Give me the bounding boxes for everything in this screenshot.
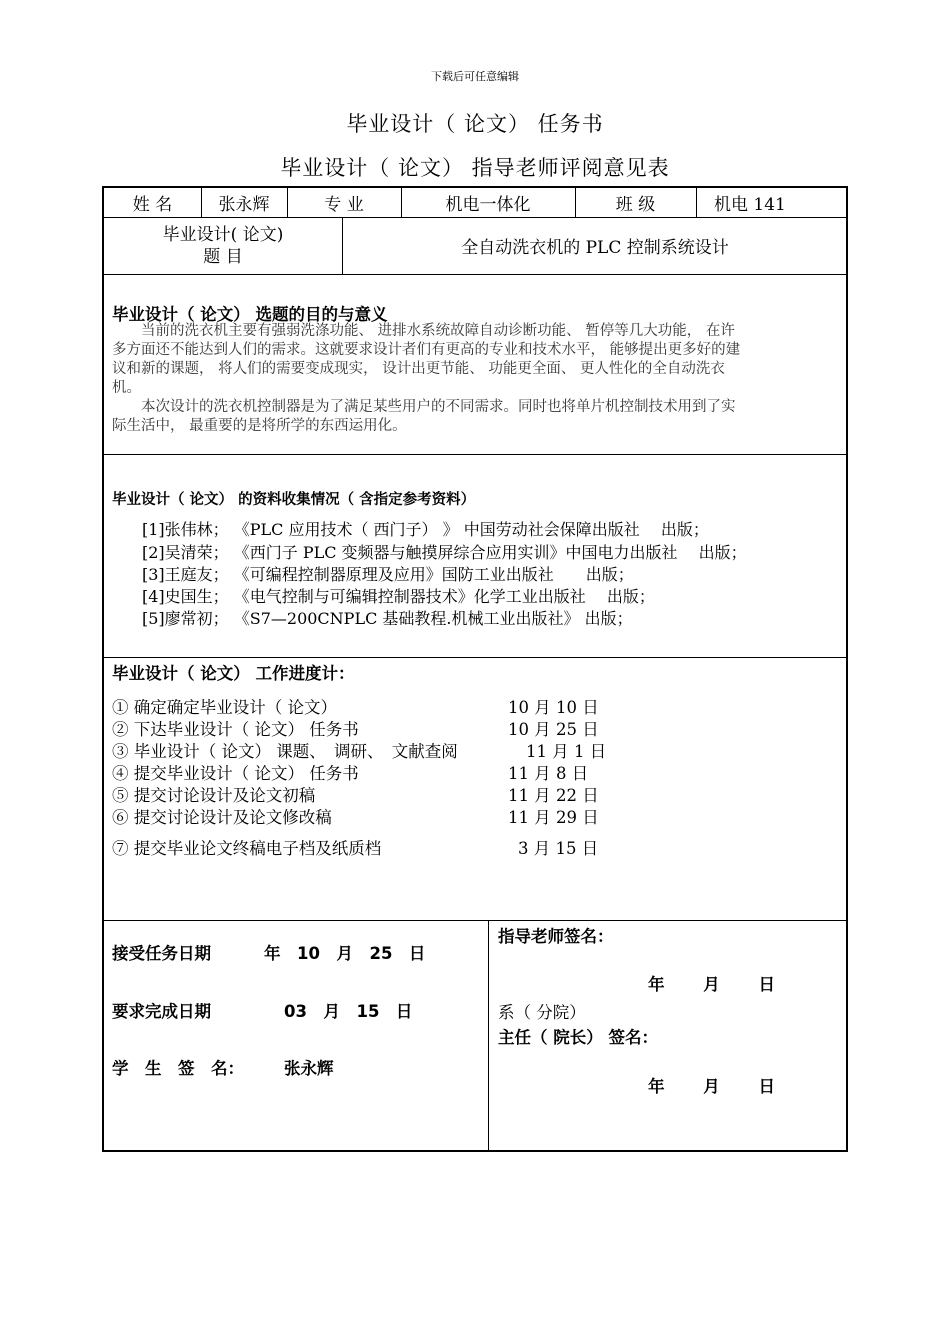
form-title: 毕业设计（ 论文） 指导老师评阅意见表: [280, 156, 670, 180]
schedule-task: ⑦ 提交毕业论文终稿电子档及纸质档: [112, 839, 382, 858]
text-line: 多方面还不能达到人们的需求。这就要求设计者们有更高的专业和技术水平， 能够提出更多好的建: [112, 342, 741, 358]
row-divider: [104, 920, 846, 921]
reference-item: [1]张伟林； 《PLC 应用技术（ 西门子） 》 中国劳动社会保障出版社 出版；: [142, 520, 709, 539]
text-line: 本次设计的洗衣机控制器是为了满足某些用户的不同需求。同时也将单片机控制技术用到了实: [112, 399, 736, 415]
schedule-date: 11 月 8 日: [508, 764, 589, 783]
row-divider: [104, 657, 846, 658]
schedule-task: ⑥ 提交讨论设计及论文修改稿: [112, 808, 332, 827]
reference-item: [5]廖常初； 《S7—200CNPLC 基础教程.机械工业出版社》 出版；: [142, 609, 633, 628]
purpose-paragraph-2: [112, 398, 844, 436]
header-note: 下载后可任意编辑: [431, 70, 519, 83]
accept-date-value: 年 10 月 25 日: [264, 944, 426, 963]
schedule-date: 11 月 22 日: [508, 786, 599, 805]
schedule-date: 11 月 29 日: [508, 808, 599, 827]
schedule-task: ③ 毕业设计（ 论文） 课题、 调研、 文献查阅: [112, 742, 458, 761]
reference-item: [4]史国生； 《电气控制与可编辑控制器技术》化学工业出版社 出版；: [142, 587, 655, 606]
schedule-task: ④ 提交毕业设计（ 论文） 任务书: [112, 764, 359, 783]
col-divider: [488, 920, 489, 1152]
department-label: 系（ 分院）: [498, 1003, 586, 1022]
topic-label: [104, 217, 342, 274]
major-value: 机电一体化: [445, 195, 531, 215]
text-line: 机。: [112, 380, 141, 396]
topic-value: 全自动洗衣机的 PLC 控制系统设计: [461, 238, 729, 258]
reference-item: [3]王庭友； 《可编程控制器原理及应用》国防工业出版社 出版；: [142, 565, 634, 584]
schedule-task: ⑤ 提交讨论设计及论文初稿: [112, 786, 316, 805]
advisor-signature-label: 指导老师签名：: [498, 927, 614, 946]
accept-date-label: 接受任务日期: [112, 944, 211, 963]
row-divider: [104, 274, 846, 275]
schedule-date: 11 月 1 日: [526, 742, 607, 761]
student-signature-value: 张永辉: [284, 1059, 334, 1078]
schedule-date: 3 月 15 日: [518, 839, 599, 858]
advisor-signature-date: 年 月 日: [648, 975, 775, 994]
class-label: 班 级: [615, 195, 656, 215]
row-divider: [104, 454, 846, 455]
due-date-value: 03 月 15 日: [284, 1002, 413, 1021]
purpose-title: 毕业设计（ 论文） 选题的目的与意义: [112, 305, 388, 324]
schedule-date: 10 月 25 日: [508, 720, 599, 739]
student-signature-label: 学 生 签 名：: [112, 1059, 244, 1078]
form-table: [102, 186, 848, 1152]
schedule-title: 毕业设计（ 论文） 工作进度计：: [112, 664, 355, 683]
topic-label-line1: 毕业设计( 论文): [162, 224, 284, 245]
due-date-label: 要求完成日期: [112, 1002, 211, 1021]
name-label: 姓 名: [132, 195, 173, 215]
schedule-task: ② 下达毕业设计（ 论文） 任务书: [112, 720, 359, 739]
schedule-task: ① 确定确定毕业设计（ 论文）: [112, 698, 337, 717]
reference-item: [2]吴清荣； 《西门子 PLC 变频器与触摸屏综合应用实训》中国电力出版社 出版；: [142, 543, 747, 562]
purpose-paragraph-1: [112, 322, 844, 398]
text-line: 议和新的课题， 将人们的需要变成现实， 设计出更节能、 功能更全面、 更人性化的全自动洗衣: [112, 361, 725, 377]
text-line: 际生活中， 最重要的是将所学的东西运用化。: [112, 418, 407, 434]
document-title: 毕业设计（ 论文） 任务书: [346, 112, 604, 136]
major-label: 专 业: [324, 195, 364, 215]
director-signature-label: 主任（ 院长） 签名：: [498, 1028, 658, 1047]
director-signature-date: 年 月 日: [648, 1077, 775, 1096]
name-value: 张永辉: [218, 195, 270, 215]
topic-label-line2: 题 目: [203, 246, 243, 267]
schedule-date: 10 月 10 日: [508, 698, 599, 717]
references-title: 毕业设计（ 论文） 的资料收集情况（ 含指定参考资料）: [112, 492, 476, 508]
text-line: 当前的洗衣机主要有强弱洗涤功能、 进排水系统故障自动诊断功能、 暂停等几大功能， 在许: [112, 323, 735, 339]
class-value: 机电 141: [714, 195, 786, 215]
